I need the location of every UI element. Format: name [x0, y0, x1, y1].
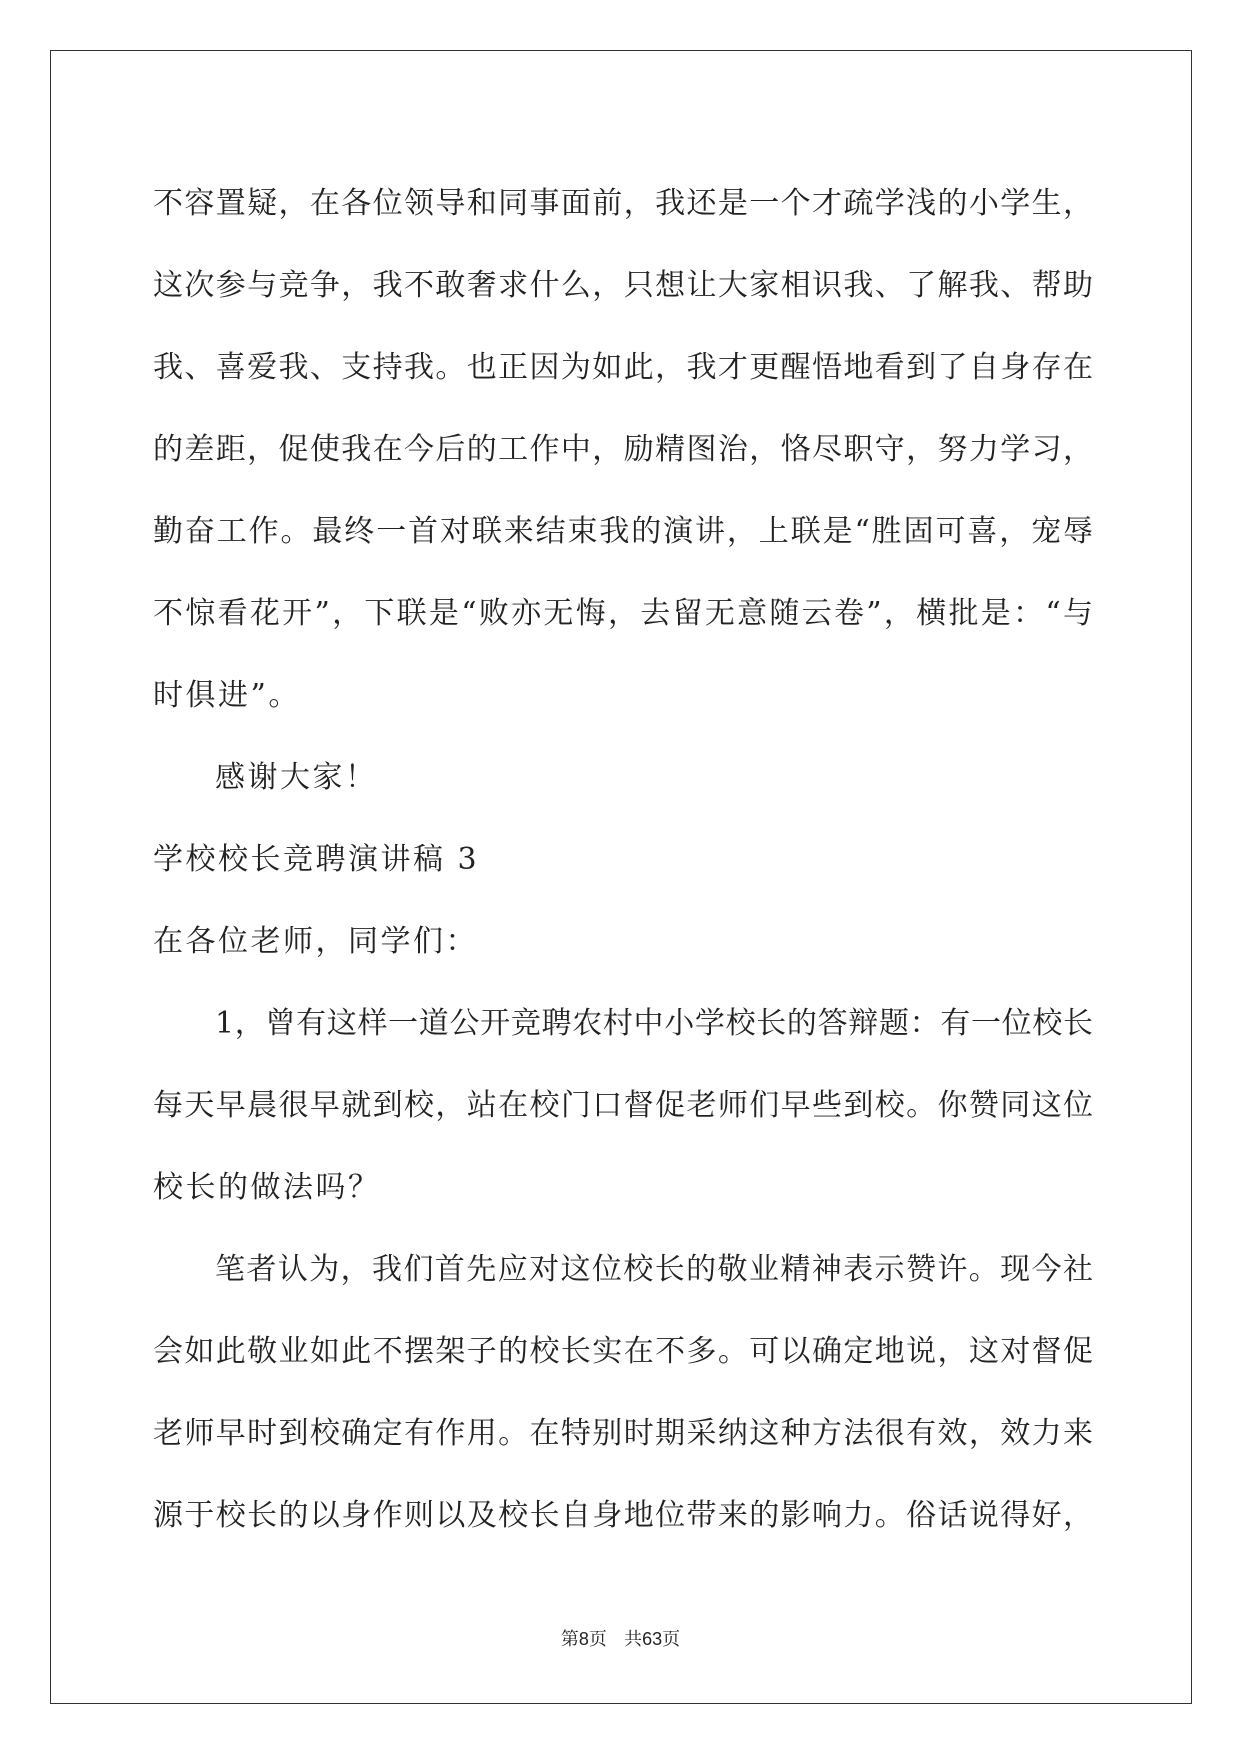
document-body	[153, 163, 1093, 1557]
text-line: 1，曾有这样一道公开竞聘农村中小学校长的答辩题：有一位校长	[215, 1006, 1093, 1041]
text-line: 勤奋工作。最终一首对联来结束我的演讲，上联是“胜固可喜，宠辱	[153, 514, 1093, 549]
footer-total-prefix: 共	[624, 1629, 643, 1650]
text-line: 老师早时到校确定有作用。在特别时期采纳这种方法很有效，效力来	[153, 1416, 1093, 1451]
text-line: 这次参与竞争，我不敢奢求什么，只想让大家相识我、了解我、帮助	[153, 268, 1093, 303]
text-line: 感谢大家！	[215, 760, 378, 795]
text-line: 不惊看花开”，下联是“败亦无悔，去留无意随云卷”，横批是：“与	[153, 596, 1093, 631]
text-line: 会如此敬业如此不摆架子的校长实在不多。可以确定地说，这对督促	[153, 1334, 1093, 1369]
text-line: 不容置疑，在各位领导和同事面前，我还是一个才疏学浅的小学生，	[153, 186, 1093, 221]
footer-total-pages: 63	[642, 1629, 663, 1649]
text-line: 源于校长的以身作则以及校长自身地位带来的影响力。俗话说得好，	[153, 1498, 1093, 1533]
footer-page-number: 8	[578, 1629, 589, 1649]
footer-page-suffix: 页	[588, 1629, 607, 1650]
text-line: 学校校长竞聘演讲稿 3	[153, 842, 480, 877]
text-line: 每天早晨很早就到校，站在校门口督促老师们早些到校。你赞同这位	[153, 1088, 1093, 1123]
text-line: 时俱进”。	[153, 678, 301, 713]
text-line: 在各位老师，同学们：	[153, 924, 478, 959]
text-line: 笔者认为，我们首先应对这位校长的敬业精神表示赞许。现今社	[215, 1252, 1093, 1287]
footer-page-prefix: 第	[560, 1629, 579, 1650]
text-line: 的差距，促使我在今后的工作中，励精图治，恪尽职守，努力学习，	[153, 432, 1093, 467]
text-line: 校长的做法吗？	[153, 1170, 381, 1205]
footer-total-suffix: 页	[662, 1629, 681, 1650]
text-line: 我、喜爱我、支持我。也正因为如此，我才更醒悟地看到了自身存在	[153, 350, 1093, 385]
page-footer	[0, 1625, 1241, 1651]
